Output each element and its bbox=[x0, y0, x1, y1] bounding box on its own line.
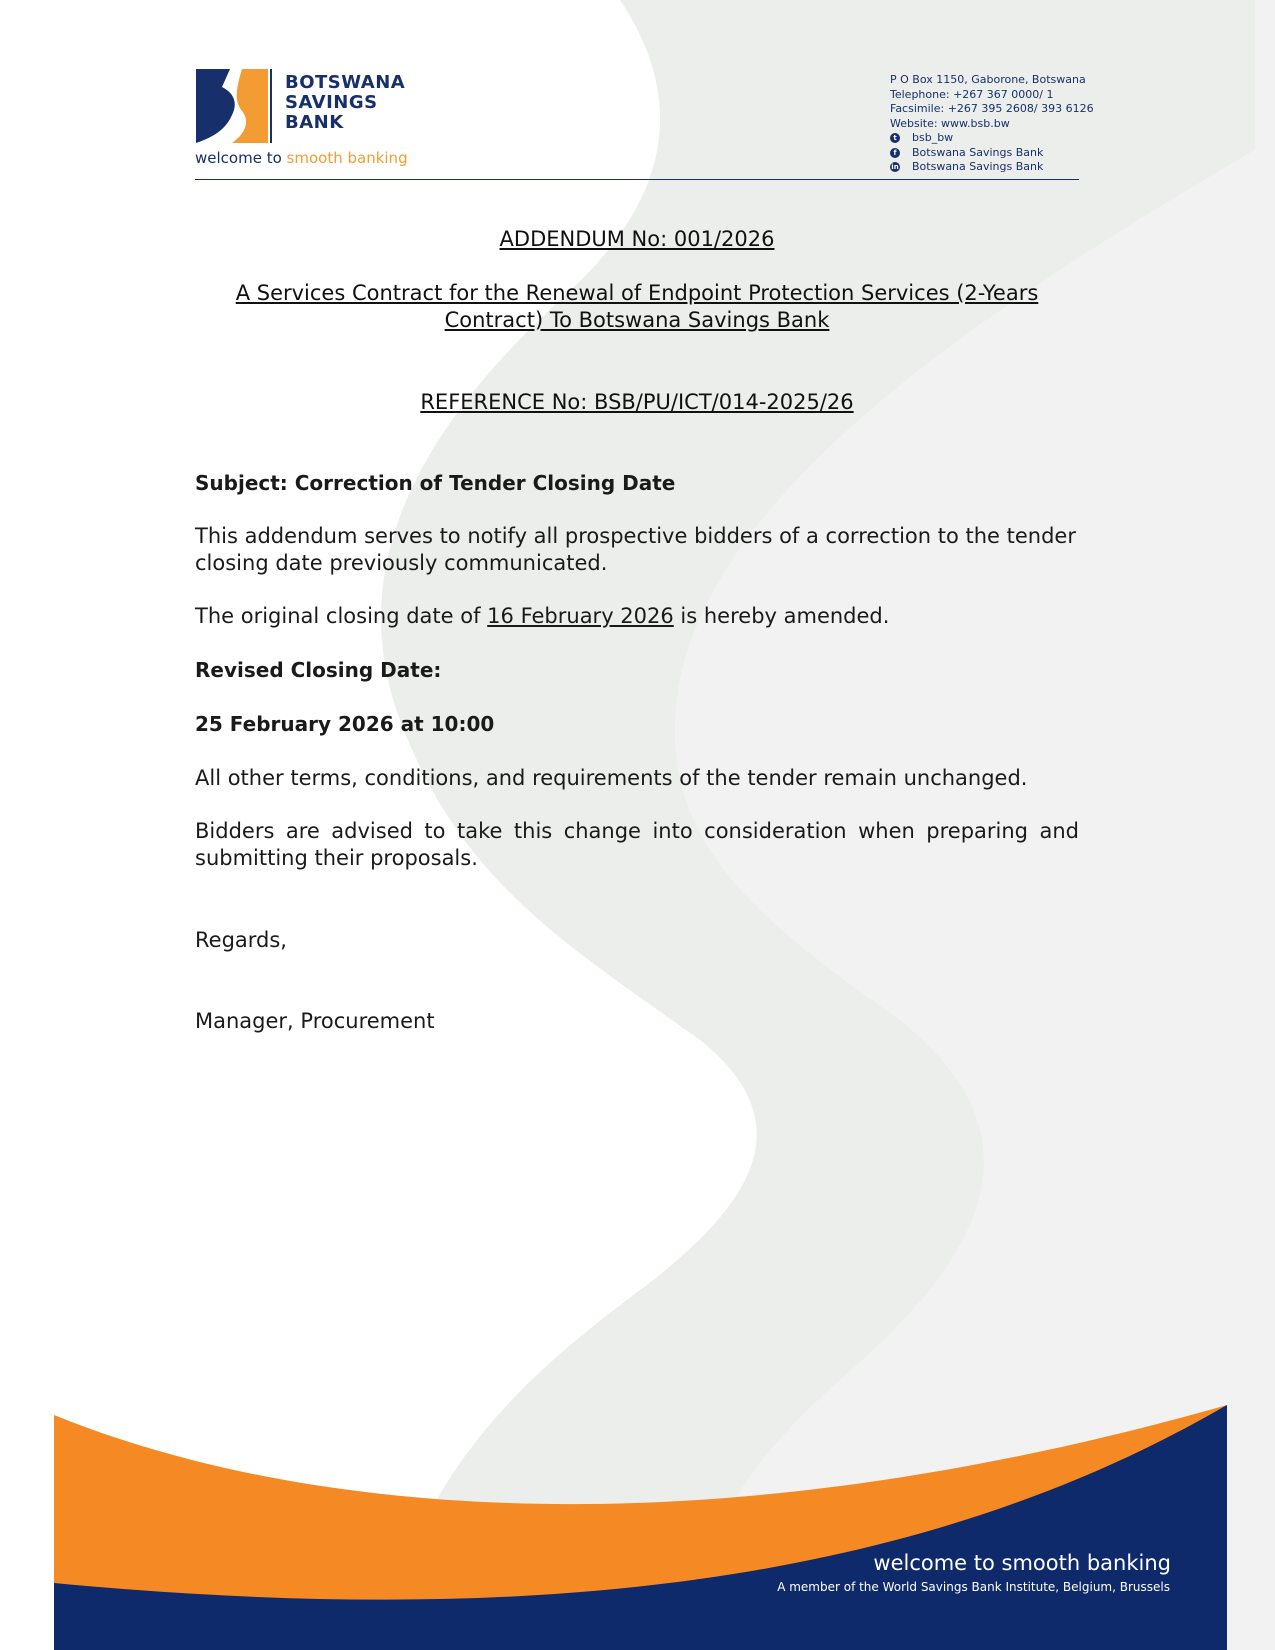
contact-linkedin[interactable] bbox=[890, 160, 1094, 175]
paragraph-unchanged-terms: All other terms, conditions, and requirements of the tender remain unchanged. bbox=[195, 766, 1028, 790]
original-date-suffix: is hereby amended. bbox=[673, 604, 890, 628]
contract-title-line-1: A Services Contract for the Renewal of Endpoint Protection Services (2-Years bbox=[235, 281, 1039, 305]
addendum-number: ADDENDUM No: 001/2026 bbox=[499, 227, 775, 251]
paragraph-bidder-advice: Bidders are advised to take this change into consideration when preparing and submitting their proposals. bbox=[195, 819, 1079, 870]
brand-tagline bbox=[195, 149, 408, 167]
linkedin-icon: in bbox=[891, 163, 899, 172]
brand-line-3: BANK bbox=[285, 112, 344, 133]
tagline-prefix: welcome to bbox=[195, 149, 282, 167]
original-date: 16 February 2026 bbox=[487, 604, 674, 628]
brand-line-1: BOTSWANA bbox=[285, 72, 406, 93]
footer-wave bbox=[0, 1395, 1275, 1650]
contract-title-line-2: Contract) To Botswana Savings Bank bbox=[444, 308, 830, 332]
revised-closing-label: Revised Closing Date: bbox=[195, 658, 442, 682]
contact-telephone: Telephone: +267 367 0000/ 1 bbox=[890, 87, 1054, 101]
contact-block bbox=[890, 73, 1094, 175]
footer-slogan: welcome to smooth banking bbox=[873, 1551, 1171, 1575]
revised-closing-date: 25 February 2026 at 10:00 bbox=[195, 712, 495, 736]
paragraph-original-date bbox=[195, 603, 1079, 630]
contact-facebook[interactable] bbox=[890, 146, 1094, 161]
subject-line: Subject: Correction of Tender Closing Date bbox=[195, 471, 676, 495]
bsb-logo-icon bbox=[196, 69, 272, 143]
header-divider bbox=[195, 179, 1079, 180]
paragraph-notice: This addendum serves to notify all prospective bidders of a correction to the tender closing date previously communicated. bbox=[195, 524, 1076, 575]
facebook-name: Botswana Savings Bank bbox=[912, 145, 1044, 159]
brand-name bbox=[285, 73, 405, 133]
original-date-prefix: The original closing date of bbox=[195, 604, 488, 628]
reference-number: REFERENCE No: BSB/PU/ICT/014-2025/26 bbox=[420, 390, 854, 414]
regards: Regards, bbox=[195, 928, 287, 952]
facebook-icon: f bbox=[890, 148, 900, 158]
twitter-icon: t bbox=[890, 133, 900, 143]
contact-website[interactable]: Website: www.bsb.bw bbox=[890, 116, 1010, 130]
contact-twitter[interactable] bbox=[890, 131, 1094, 146]
contract-title bbox=[195, 280, 1079, 334]
brand-line-2: SAVINGS bbox=[285, 92, 378, 113]
signoff-title: Manager, Procurement bbox=[195, 1009, 435, 1033]
contact-facsimile: Facsimile: +267 395 2608/ 393 6126 bbox=[890, 102, 1094, 115]
twitter-handle: bsb_bw bbox=[912, 131, 954, 144]
linkedin-name: Botswana Savings Bank bbox=[912, 160, 1044, 173]
tagline-highlight: smooth banking bbox=[286, 149, 408, 167]
contact-address: P O Box 1150, Gaborone, Botswana bbox=[890, 73, 1086, 86]
footer-member-note: A member of the World Savings Bank Institute, Belgium, Brussels bbox=[777, 1580, 1170, 1594]
